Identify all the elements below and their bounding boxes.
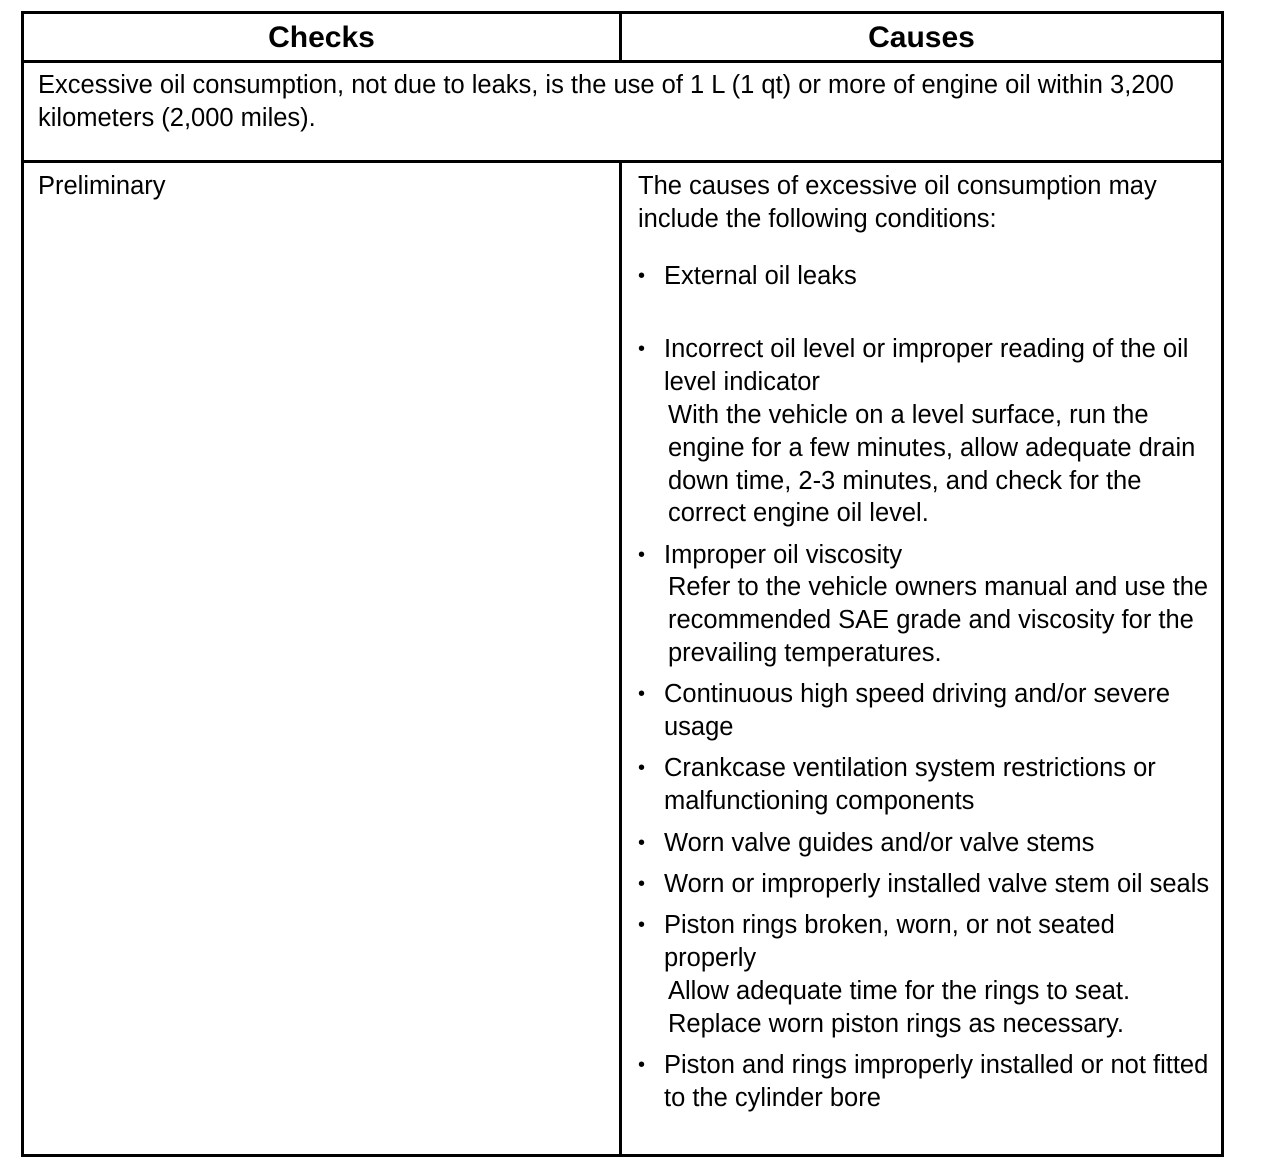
bullet-icon: • (638, 543, 646, 566)
list-item (638, 333, 1213, 530)
list-item (638, 678, 1213, 744)
bullet-icon: • (638, 757, 646, 780)
list-item (638, 909, 1213, 1040)
causes-cell (622, 163, 1221, 1154)
bullet-icon: • (638, 1053, 646, 1076)
list-item (638, 868, 1213, 901)
cause-note: Allow adequate time for the rings to seat. Replace worn piston rings as necessary. (668, 976, 1131, 1038)
table-header-row (24, 14, 1221, 63)
causes-column-header: Causes (868, 21, 975, 54)
list-item (638, 260, 1213, 293)
cause-label: Incorrect oil level or improper reading of the oil level indicator (664, 335, 1189, 397)
bullet-icon: • (638, 683, 646, 706)
list-item (638, 539, 1213, 670)
symptom-description: Excessive oil consumption, not due to leaks, is the use of 1 L (1 qt) or more of engine oil within 3,200 kilometers (2,000 miles). (24, 63, 1221, 163)
checks-cell: Preliminary (24, 163, 622, 1154)
bullet-icon: • (638, 831, 646, 854)
cause-label: Crankcase ventilation system restrictions or malfunctioning components (664, 754, 1156, 816)
cause-label: Worn or improperly installed valve stem oil seals (664, 869, 1210, 898)
list-item (638, 752, 1213, 818)
table-row (24, 163, 1221, 1154)
list-item (638, 1049, 1213, 1115)
cause-label: Worn valve guides and/or valve stems (664, 828, 1095, 857)
checks-column-header: Checks (24, 14, 622, 60)
bullet-icon: • (638, 872, 646, 895)
bullet-icon: • (638, 914, 646, 937)
cause-label: Improper oil viscosity (664, 540, 903, 569)
cause-note: Refer to the vehicle owners manual and use the recommended SAE grade and viscosity for the prevailing temperatures. (668, 573, 1209, 668)
cause-label: Continuous high speed driving and/or severe usage (664, 680, 1171, 742)
bullet-icon: • (638, 264, 646, 287)
cause-label: Piston rings broken, worn, or not seated properly (664, 911, 1115, 972)
causes-intro: The causes of excessive oil consumption may include the following conditions: (638, 172, 1157, 233)
diagnostic-table (21, 11, 1224, 1157)
bullet-icon: • (638, 338, 646, 361)
cause-label: Piston and rings improperly installed or not fitted to the cylinder bore (664, 1050, 1209, 1112)
cause-label: External oil leaks (664, 261, 857, 290)
cause-note: With the vehicle on a level surface, run the engine for a few minutes, allow adequate drain down time, 2-3 minutes, and check for the correct engine oil level. (668, 400, 1196, 528)
causes-list (638, 260, 1213, 1115)
list-item (638, 827, 1213, 860)
